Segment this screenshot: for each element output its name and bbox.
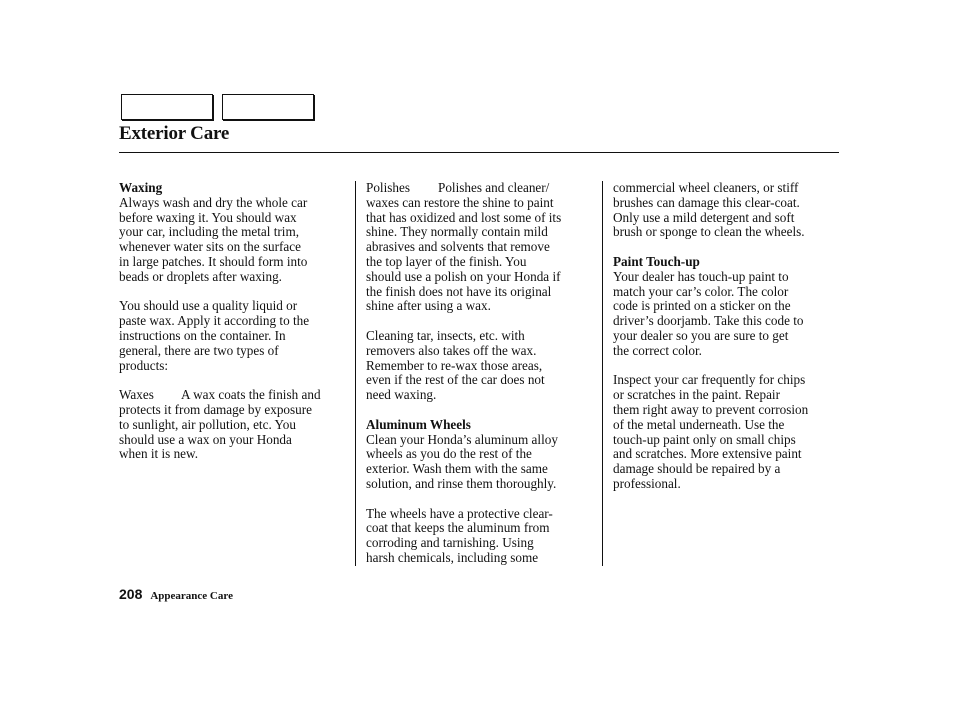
- text-line: wheels as you do the rest of the: [366, 446, 532, 462]
- nav-button-next[interactable]: [222, 94, 314, 120]
- text-line: in large patches. It should form into: [119, 253, 308, 269]
- text-line: match your car’s color. The color: [613, 283, 789, 299]
- text-line: touch-up paint only on small chips: [613, 431, 796, 447]
- waxing-heading: Waxing: [119, 180, 163, 195]
- text-line: before waxing it. You should wax: [119, 209, 297, 225]
- section-name: Appearance Care: [150, 590, 233, 602]
- text-line: solution, and rinse them thoroughly.: [366, 475, 557, 491]
- text-line: damage should be repaired by a: [613, 461, 781, 477]
- text-line: The wheels have a protective clear-: [366, 505, 553, 521]
- waxes-paragraph: [119, 388, 347, 403]
- text-line: the correct color.: [613, 342, 702, 358]
- text-line: Always wash and dry the whole car: [119, 194, 308, 210]
- text-line: Remember to re-wax those areas,: [366, 357, 543, 373]
- text-line: and scratches. More extensive paint: [613, 446, 802, 462]
- page-footer: [119, 586, 233, 604]
- text-line: when it is new.: [119, 446, 198, 462]
- text-line: Inspect your car frequently for chips: [613, 372, 806, 388]
- text-line: instructions on the container. In: [119, 327, 286, 343]
- column-1: [119, 181, 347, 462]
- text-line: coat that keeps the aluminum from: [366, 520, 550, 536]
- text-line: removers also takes off the wax.: [366, 342, 537, 358]
- text-line: You should use a quality liquid or: [119, 298, 298, 314]
- text-line: Only use a mild detergent and soft: [613, 209, 795, 225]
- text-line: Clean your Honda’s aluminum alloy: [366, 431, 558, 447]
- text-line: even if the rest of the car does not: [366, 372, 545, 388]
- column-3: [613, 181, 841, 492]
- text-line: shine. They normally contain mild: [366, 224, 548, 240]
- paint-touch-up-heading: Paint Touch-up: [613, 253, 700, 269]
- text-line: your dealer so you are sure to get: [613, 327, 789, 343]
- text-line: them right away to prevent corrosion: [613, 401, 809, 417]
- text-line: that has oxidized and lost some of its: [366, 209, 562, 225]
- text-line: need waxing.: [366, 387, 437, 403]
- text-line: harsh chemicals, including some: [366, 549, 539, 565]
- text-line: commercial wheel cleaners, or stiff: [613, 180, 799, 195]
- polishes-term: Polishes: [366, 180, 410, 195]
- text-line: abrasives and solvents that remove: [366, 239, 550, 255]
- text-line: or scratches in the paint. Repair: [613, 387, 780, 403]
- text-line: whenever water sits on the surface: [119, 239, 301, 255]
- text-line: paste wax. Apply it according to the: [119, 313, 310, 329]
- text-line: shine after using a wax.: [366, 298, 491, 314]
- column-divider-2: [602, 181, 603, 566]
- aluminum-wheels-heading: Aluminum Wheels: [366, 416, 471, 432]
- page-title: Exterior Care: [119, 123, 230, 144]
- text-line: Cleaning tar, insects, etc. with: [366, 327, 525, 343]
- text-line: protects it from damage by exposure: [119, 401, 312, 417]
- waxes-term: Waxes: [119, 387, 154, 403]
- text-line: A wax coats the finish and: [181, 387, 321, 403]
- nav-button-previous[interactable]: [121, 94, 213, 120]
- text-line: brushes can damage this clear-coat.: [613, 194, 800, 210]
- polishes-paragraph: [366, 181, 594, 196]
- text-line: code is printed on a sticker on the: [613, 298, 791, 314]
- column-2: [366, 181, 594, 566]
- text-line: of the metal underneath. Use the: [613, 416, 785, 432]
- text-line: beads or droplets after waxing.: [119, 268, 282, 284]
- text-line: brush or sponge to clean the wheels.: [613, 224, 805, 240]
- text-line: exterior. Wash them with the same: [366, 461, 548, 477]
- text-line: driver’s doorjamb. Take this code to: [613, 313, 804, 329]
- text-line: products:: [119, 357, 169, 373]
- text-line: the finish does not have its original: [366, 283, 552, 299]
- text-line: the top layer of the finish. You: [366, 253, 527, 269]
- text-line: should use a wax on your Honda: [119, 431, 292, 447]
- text-line: your car, including the metal trim,: [119, 224, 300, 240]
- text-line: waxes can restore the shine to paint: [366, 194, 554, 210]
- text-line: corroding and tarnishing. Using: [366, 535, 534, 551]
- column-divider-1: [355, 181, 356, 566]
- text-line: Polishes and cleaner/: [438, 180, 550, 195]
- text-line: general, there are two types of: [119, 342, 279, 358]
- text-line: professional.: [613, 475, 681, 491]
- text-line: should use a polish on your Honda if: [366, 268, 561, 284]
- page-number: 208: [119, 586, 143, 602]
- text-line: Your dealer has touch-up paint to: [613, 268, 789, 284]
- title-rule: [119, 152, 839, 153]
- text-line: to sunlight, air pollution, etc. You: [119, 416, 296, 432]
